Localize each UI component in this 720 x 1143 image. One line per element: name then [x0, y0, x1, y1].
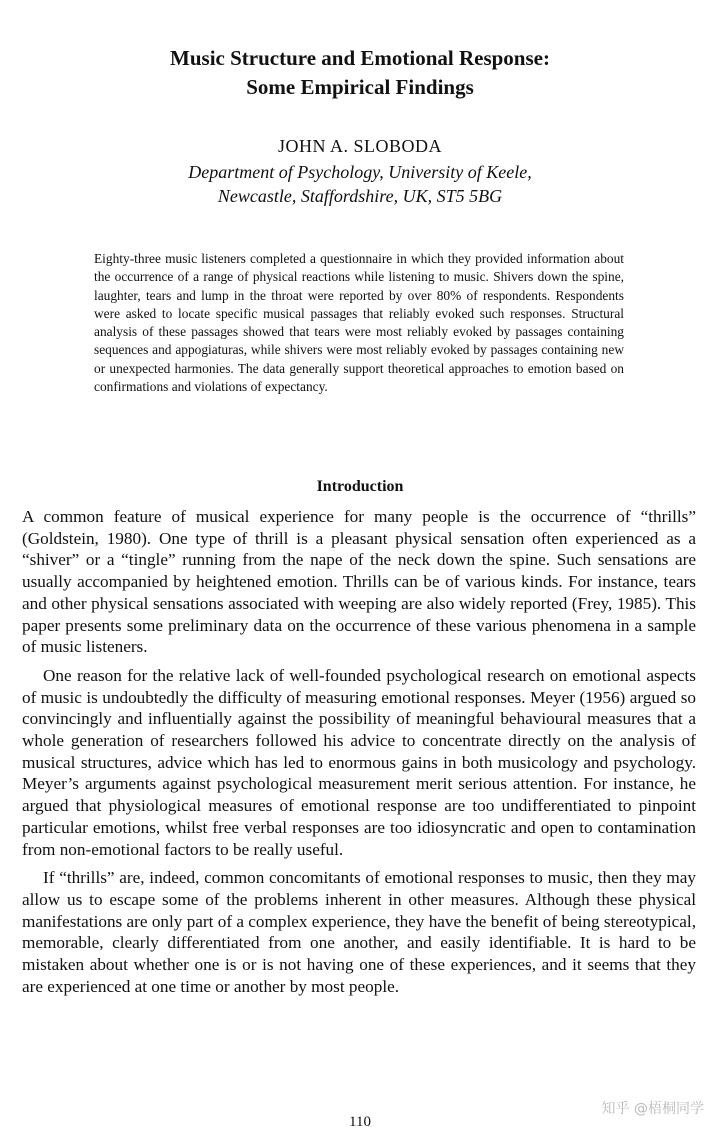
title-line-2: Some Empirical Findings [246, 75, 474, 99]
article-title [40, 44, 680, 102]
affiliation-line-2: Newcastle, Staffordshire, UK, ST5 5BG [217, 186, 503, 206]
watermark: 知乎 @梧桐同学 [601, 1101, 704, 1117]
page-number: 110 [349, 1114, 371, 1130]
section-heading: Introduction [316, 478, 404, 495]
title-line-1: Music Structure and Emotional Response: [170, 46, 550, 70]
paragraph: A common feature of musical experience for many people is the occurrence of “thrills” (Goldstein, 1980). One type of thrill is a pleasant physical sensation often experienced as a “shiver” or a “tingle” running from the nape of the neck down the spine. Such sensations are usually accompanied by heightened emotion. Thrills can be of various kinds. For instance, tears and other physical sensations associated with weeping are also widely reported (Frey, 1985). This paper presents some preliminary data on the occurrence of these various phenomena in a sample of music listeners. [22, 507, 696, 657]
paragraph: One reason for the relative lack of well-founded psychological research on emotional aspects of music is undoubtedly the difficulty of measuring emotional responses. Meyer (1956) argued so convincingly and influentially against the possibility of meaningful behavioural measures that a whole generation of researchers followed his advice to concentrate directly on the analysis of musical structures, advice which has led to enormous gains in both musicology and psychology. Meyer’s arguments against psychological measurement merit serious attention. For instance, he argued that physiological measures of emotional response are too undifferentiated to pinpoint particular emotions, whilst free verbal responses are too idiosyncratic and open to contamination from non-emotional factors to be really useful. [22, 665, 696, 859]
author-name: JOHN A. SLOBODA [277, 136, 442, 156]
paragraph: If “thrills” are, indeed, common concomitants of emotional responses to music, then they may allow us to escape some of the problems inherent in other measures. Although these physical manifestations are only part of a complex experience, they have the benefit of being stereotypical, memorable, clearly differentiated from one another, and easily identifiable. It is hard to be mistaken about whether one is or is not having one of these experiences, and it seems that they are experienced at one time or another by most people. [22, 868, 696, 996]
abstract: Eighty-three music listeners completed a questionnaire in which they provided information about the occurrence of a range of physical reactions while listening to music. Shivers down the spine, laughter, tears and lump in the throat were reported by over 80% of respondents. Respondents were asked to locate specific musical passages that reliably evoked such responses. Structural analysis of these passages showed that tears were most reliably evoked by passages containing sequences and appogiaturas, while shivers were most reliably evoked by passages containing new or unexpected harmonies. The data generally support theoretical approaches to emotion based on confirmations and violations of expectancy. [94, 251, 624, 395]
author-affiliation [40, 160, 680, 208]
body-text [22, 506, 696, 1004]
affiliation-line-1: Department of Psychology, University of Keele, [188, 162, 532, 182]
